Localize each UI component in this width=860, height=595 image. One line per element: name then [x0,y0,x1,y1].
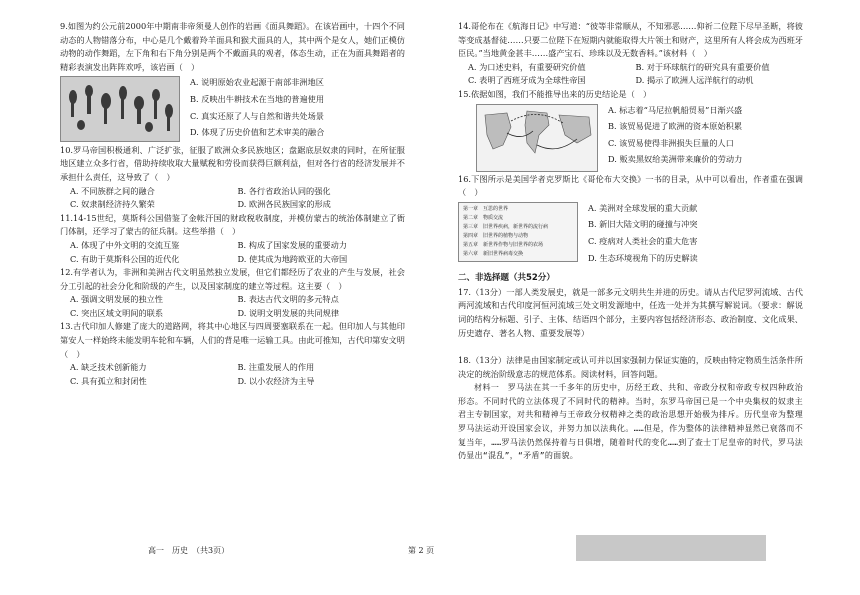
book-contents-image [458,202,578,262]
question-12-option-c[interactable]: C. 突出区域文明间的联系 [70,307,164,318]
question-16-option-a[interactable]: A. 美洲对全球发展的重大贡献 [588,202,698,213]
question-13-option-c[interactable]: C. 具有孤立和封闭性 [70,375,147,386]
question-14-option-d[interactable]: D. 揭示了欧洲人远洋航行的动机 [635,75,754,86]
section-heading: 二、非选择题（共52分） [458,273,555,284]
question-11-option-b[interactable]: B. 构成了国家发展的重要动力 [237,239,347,250]
question-16-option-b[interactable]: B. 新旧大陆文明的碰撞与冲突 [588,219,698,230]
question-13-option-d[interactable]: D. 以小农经济为主导 [237,375,315,386]
question-14-option-c[interactable]: C. 表明了西班牙成为全球性帝国 [468,75,586,86]
left-page-footer: 高一 历史 （共3页） [148,546,230,555]
question-9-option-b[interactable]: B. 反映出牛耕技术在当地的普遍使用 [190,93,325,104]
rock-painting-image [60,76,180,142]
question-15-figure-row [458,104,803,172]
toc-line-2: 第二章 物质交流 [463,214,504,221]
question-13-option-a[interactable]: A. 缺乏技术创新能力 [70,362,147,373]
question-15-option-d[interactable]: D. 贩卖黑奴给美洲带来廉价的劳动力 [608,154,743,165]
question-11-option-c[interactable]: C. 有助于莫斯科公国的近代化 [70,253,180,264]
question-16-figure-row [458,202,803,268]
question-14-options [458,61,803,88]
question-16-stem: 16.下图所示是美国学者克罗斯比《哥伦布大交换》一书的目录，从中可以看出，作者重在强调（ ） [458,173,803,198]
question-12-option-d[interactable]: D. 说明文明发展的共同规律 [237,307,340,318]
question-16-options [588,202,803,268]
question-9-options [190,76,405,142]
question-9-option-d[interactable]: D. 体现了历史价值和艺术审美的融合 [190,127,325,138]
question-10-option-a[interactable]: A. 不同族群之间的融合 [70,185,155,196]
question-14-option-a[interactable]: A. 为口述史料，有重要研究价值 [468,61,586,72]
question-11-stem: 11.14-15世纪，莫斯科公国借鉴了金帐汗国的财政税收制度，并模仿蒙古的统治体制建立了衙门体制，还学习了蒙古的征兵制。这些举措（ ） [60,212,405,237]
question-10-option-c[interactable]: C. 奴隶制经济持久繁荣 [70,199,155,210]
question-15-option-a[interactable]: A. 标志着“马尼拉帆船贸易”日渐兴盛 [608,104,743,115]
question-16-option-d[interactable]: D. 生态环境视角下的历史解读 [588,252,698,263]
question-18-text: 18.（13分）法律是由国家制定或认可并以国家强制力保证实施的，反映由特定物质生活条件所决定的统治阶级意志的规范体系。阅读材料，回答问题。 [458,355,803,379]
question-18-material: 材料一 罗马法在其一千多年的历史中，历经王政、共和、帝政分权和帝政专权四种政治形态。不同时代的立法体现了不同时代的精神。当时，东罗马帝国已是一个中央集权的奴隶主君主专制国家，对共和精神与王帝政分权精神之类的政治思想开始极为排斥。历代皇帝为整理罗马法运动开设国家会议，并努力加以法典化。……但是，作为整体的法律精神显然已衰落而不复当年，……罗马法仍然保持着与日俱增，随着时代的变化……到了查士丁尼皇帝的时代，罗马法仍显出“混乱”，“矛盾”的面貌。 [458,383,803,461]
question-13-options [60,361,405,388]
question-14-stem: 14.哥伦布在《航海日记》中写道：“彼等非常顺从，不知邪恶……仰祈二位陛下尽早圣断，将彼等变成基督徒……只要二位陛下在短期内就能取得大片领土和财产，这里所有人将会成为西班牙臣民。”当地黄金甚丰……盛产宝石、珍珠以及无数香料。”该材料（ ） [458,21,803,59]
question-9-option-c[interactable]: C. 真实还原了人与自然和谐共处场景 [190,110,324,121]
question-16-option-c[interactable]: C. 疫病对人类社会的重大危害 [588,235,698,246]
question-10-option-b[interactable]: B. 各行省政治认同的强化 [237,185,331,196]
toc-line-3: 第三章 旧世界疾病，新世界的流行病 [463,223,549,230]
question-10-options [60,185,405,212]
trade-map-image [476,104,598,172]
question-12-option-b[interactable]: B. 表达古代文明的多元特点 [237,294,339,305]
question-9-option-a[interactable]: A. 说明原始农业起源于南部非洲地区 [190,77,324,88]
toc-line-1: 第一章 互思的世界 [463,205,509,212]
question-12-option-a[interactable]: A. 强调文明发展的独立性 [70,294,163,305]
toc-line-4: 第四章 旧世界的植物与动物 [463,232,529,239]
question-13-option-b[interactable]: B. 注重发展人的作用 [237,362,315,373]
question-11-option-a[interactable]: A. 体现了中外文明的交流互鉴 [70,239,180,250]
question-15-stem: 15.依据如图，我们不能推导出来的历史结论是（ ） [458,88,652,99]
question-12-stem: 12.有学者认为，非洲和美洲古代文明虽然独立发展，但它们都经历了农业的产生与发展，社会分工引起的社会分化和阶级的产生，以及国家制度的建立等过程。这主要（ ） [60,267,405,291]
question-9-figure-row [60,76,405,142]
question-11-options [60,239,405,266]
question-15-options [608,104,803,170]
question-13-stem: 13.古代印加人修建了庞大的道路网，将其中心地区与四周要塞联系在一起。但印加人与其他印第安人一样始终未能发明车轮和车辆，人们的背是唯一运输工具。由此可推知，古代印第安文明（ ） [60,321,405,359]
question-11-option-d[interactable]: D. 使其成为地跨欧亚的大帝国 [237,253,348,264]
redacted-box [576,535,766,561]
question-17-text: 17.（13分）一部人类发展史，就是一部多元文明共生并进的历史。请从古代尼罗河流域、古代两河流域和古代印度河恒河流域三处文明发源地中，任选一处并为其撰写解说词。（要求：解说词的结构分标题、引子、主体、结语四个部分，主要内容包括经济形态、政治制度、文化成果、历史遗存、著名人物、重要发展等） [458,286,803,338]
question-9-stem: 9.如图为约公元前2000年中期南非帝须曼人创作的岩画《面具舞蹈》。在该岩画中，十四个不同动态的人物错落分布，中心是几个戴着羚羊面具和猴犬面具的人，其中两个是女人，她们正模仿动物的动作舞蹈，左下角和右下角分别是两个不戴面具的观者，体态生动，正在为面具舞蹈者的精彩表演发出阵阵欢呼，该岩画（ ） [60,21,405,72]
question-10-option-d[interactable]: D. 欧洲各民族国家的形成 [237,199,331,210]
question-10-stem: 10.罗马帝国积极通利、广泛扩张，征服了欧洲众多民族地区；盘踞底层奴隶的同时，在所征服地区建立众多行省，借助持续收取大量赋税和劳役而获得巨额利益，但对各行省的经济发展并不承担什么责任，这导致了（ ） [60,144,405,182]
question-14-option-b[interactable]: B. 对于环球航行的研究具有重要价值 [635,61,770,72]
toc-line-5: 第五章 新世界作物与旧世界的农场 [463,241,544,248]
question-15-option-c[interactable]: C. 该贸易使得非洲损失巨量的人口 [608,137,734,148]
question-15-option-b[interactable]: B. 该贸易促进了欧洲的资本原始积累 [608,121,743,132]
left-column [60,20,405,388]
toc-line-6: 第六章 新旧世界病毒交换 [463,250,524,257]
question-12-options [60,293,405,320]
right-page-footer: 第 2 页 [408,546,435,555]
right-column [458,20,803,463]
right-page [408,0,860,595]
